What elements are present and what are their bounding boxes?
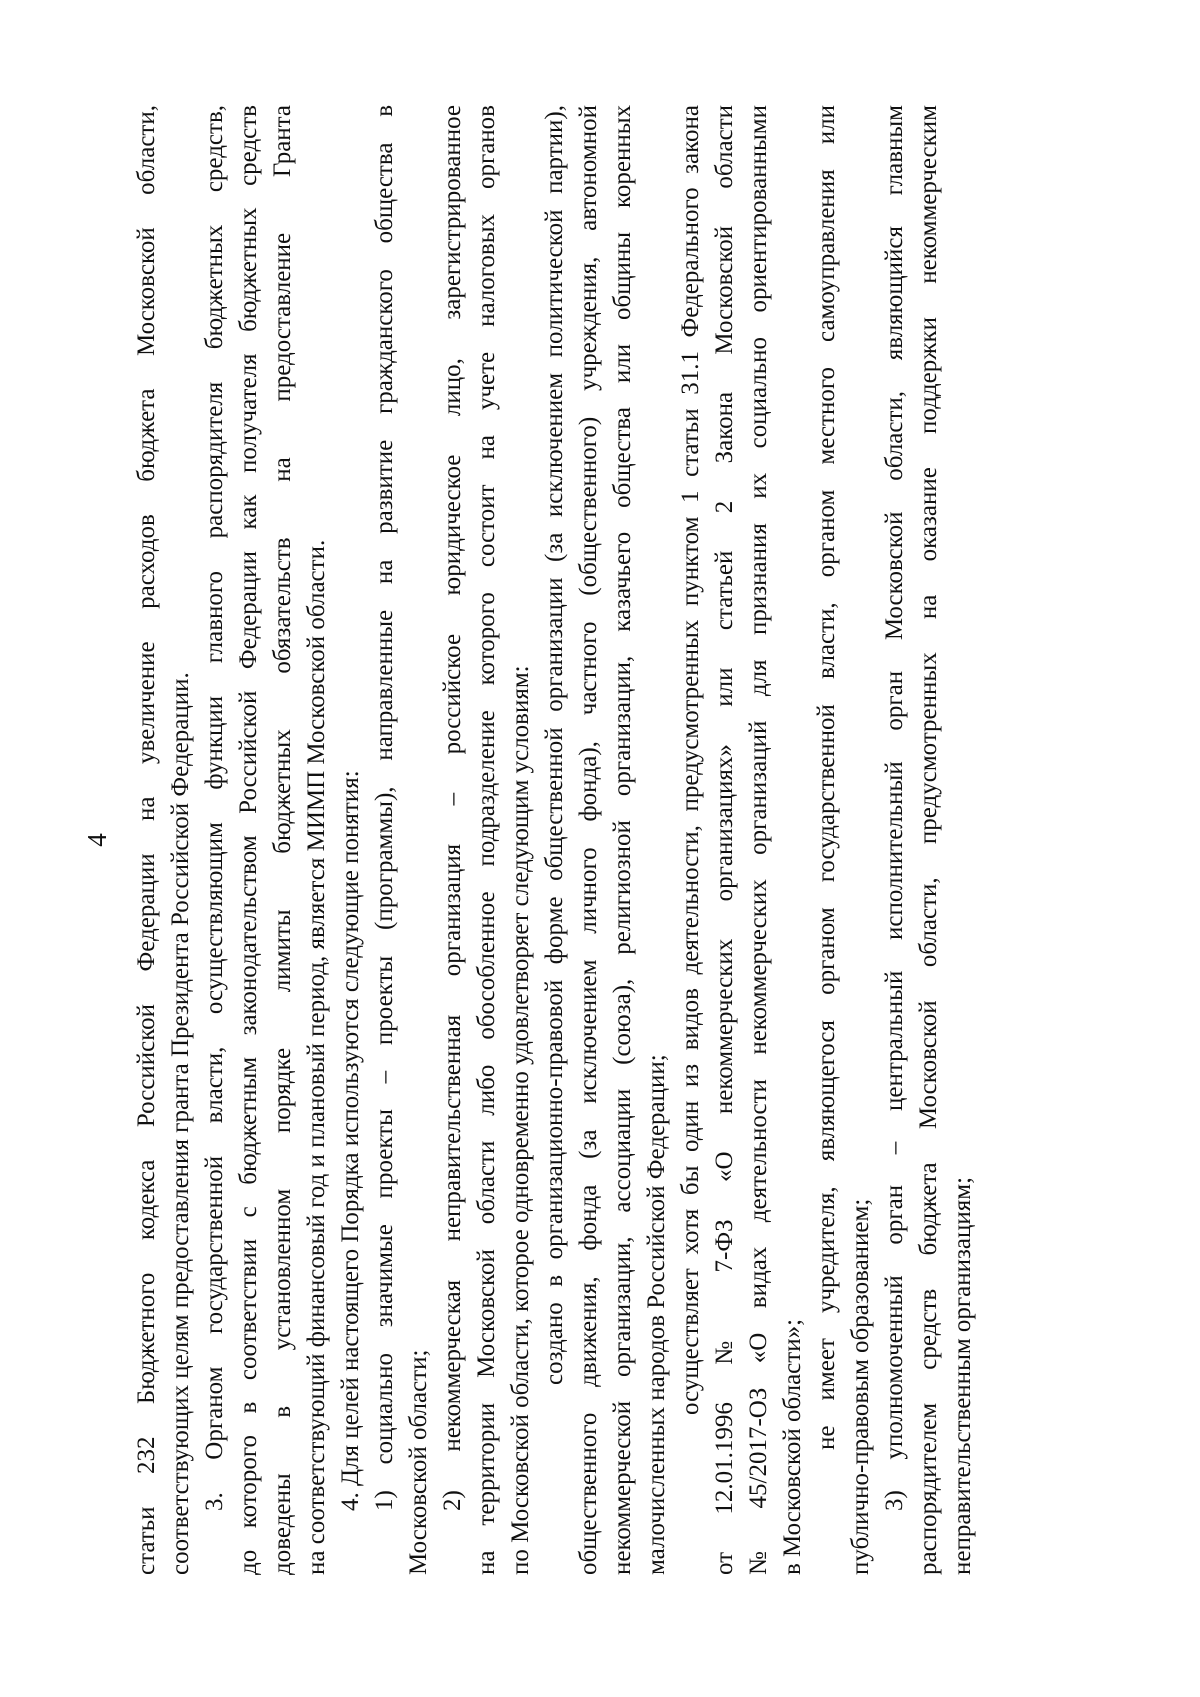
text-line: до которого в соответствии с бюджетным законодательством Российской Федерации как получателя бюджетных средств <box>235 105 262 1575</box>
text-line: № 45/2017-ОЗ «О видах деятельности некоммерческих организаций для признания их социально ориентированными <box>745 105 772 1575</box>
text-line: осуществляет хотя бы один из видов деятельности, предусмотренных пунктом 1 статьи 31.1 Федерального закона <box>677 105 704 1415</box>
text-line: неправительственным организациям; <box>949 1176 976 1575</box>
text-line: 2) некоммерческая неправительственная организация – российское юридическое лицо, зарегистрированное <box>439 105 466 1511</box>
text-line: в Московской области»; <box>779 1318 806 1575</box>
text-line: от 12.01.1996 № 7-ФЗ «О некоммерческих организациях» или статьей 2 Закона Московской области <box>711 105 738 1575</box>
page-number: 4 <box>82 833 112 847</box>
text-line: 3. Органом государственной власти, осуществляющим функции главного распорядителя бюджетных средств, <box>201 105 228 1511</box>
text-line: распорядителем средств бюджета Московской области, предусмотренных на оказание поддержки некоммерческим <box>915 105 942 1575</box>
text-line: общественного движения, фонда (за исключением личного фонда), частного (общественного) учреждения, автономной <box>575 105 602 1575</box>
text-line: на территории Московской области либо обособленное подразделение которого состоит на учете налоговых органов <box>473 105 500 1575</box>
text-line: статьи 232 Бюджетного кодекса Российской Федерации на увеличение расходов бюджета Московской области, <box>133 105 160 1575</box>
text-line: малочисленных народов Российской Федерации; <box>643 1054 670 1575</box>
text-line: не имеет учредителя, являющегося органом государственной власти, органом местного самоуправления или <box>813 105 840 1450</box>
text-line: Московской области; <box>405 1349 432 1575</box>
text-line: соответствующих целям предоставления гранта Президента Российской Федерации. <box>167 672 194 1575</box>
text-line: публично-правовым образованием; <box>847 1198 874 1575</box>
text-line: некоммерческой организации, ассоциации (союза), религиозной организации, казачьего общества или общины коренных <box>609 105 636 1575</box>
text-line: доведены в установленном порядке лимиты бюджетных обязательств на предоставление Гранта <box>269 105 296 1575</box>
text-line: 4. Для целей настоящего Порядка используются следующие понятия: <box>337 770 364 1511</box>
text-line: по Московской области, которое одновременно удовлетворяет следующим условиям: <box>507 665 534 1575</box>
text-line: создано в организационно-правовой форме общественной организации (за исключением политической партии), <box>541 105 568 1385</box>
text-line: 1) социально значимые проекты – проекты (программы), направленные на развитие гражданского общества в <box>371 105 398 1511</box>
text-line: на соответствующий финансовый год и плановый период, является МИМП Московской области. <box>303 539 330 1575</box>
text-line: 3) уполномоченный орган – центральный исполнительный орган Московской области, являющийся главным <box>881 105 908 1511</box>
rotated-text-block <box>82 105 1050 1575</box>
